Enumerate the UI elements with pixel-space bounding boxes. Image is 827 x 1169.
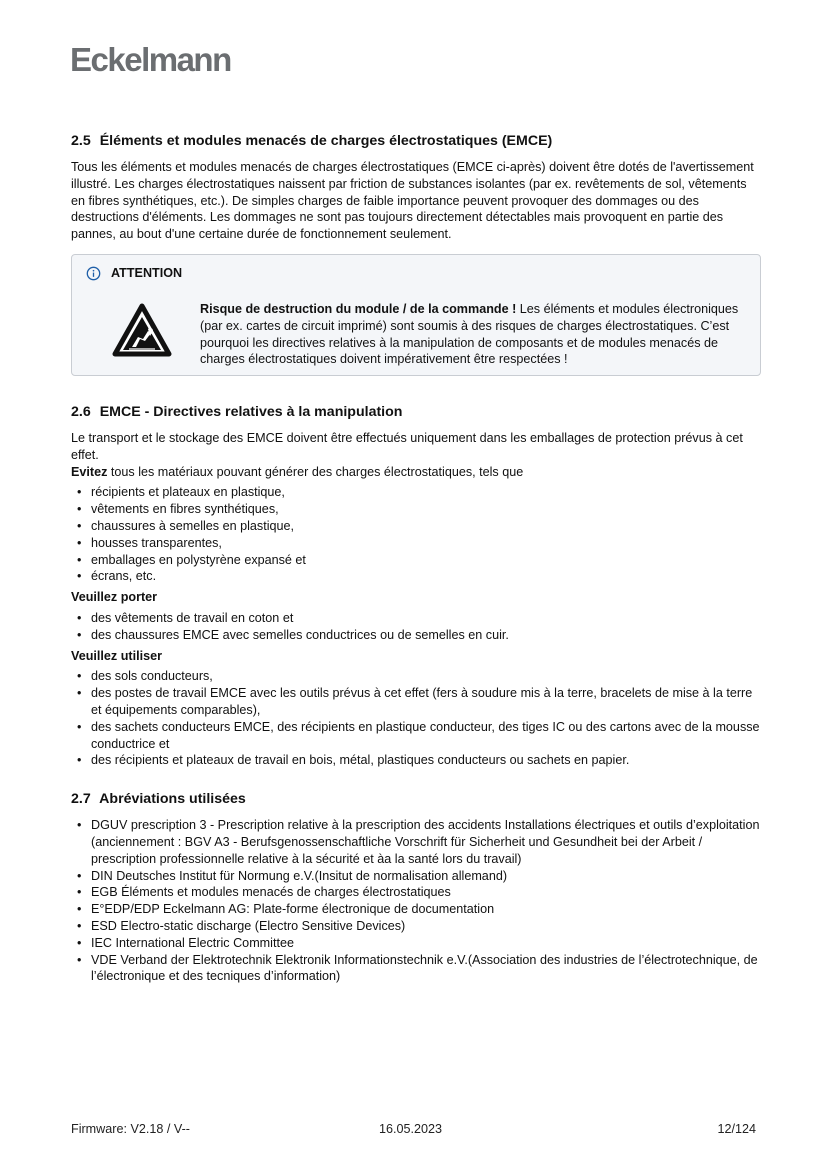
list-item: • écrans, etc. <box>71 568 761 585</box>
section-2-6-title: EMCE - Directives relatives à la manipulation <box>99 403 403 420</box>
attention-bold-text: Risque de destruction du module / de la commande ! <box>200 301 517 316</box>
list-item: • housses transparentes, <box>71 535 761 552</box>
list-item: • EGB Éléments et modules menacés de charges électrostatiques <box>71 884 761 901</box>
section-2-6-intro: Le transport et le stockage des EMCE doivent être effectués uniquement dans les emballages de protection prévus à cet effet. <box>71 430 743 462</box>
list-item: • DIN Deutsches Institut für Normung e.V.(Insitut de normalisation allemand) <box>71 868 761 885</box>
company-logo: Eckelmann <box>70 41 231 78</box>
list-item: • DGUV prescription 3 - Prescription relative à la prescription des accidents Installations électriques et outils d’exploitation (anciennement : BGV A3 - Berufsgenossenschaftliche Vorschrift für Sicherheit und Gesundheit bei der Arbeit / prescription professionnelle relative à la sécurité et àa la santé lors du travail) <box>71 817 761 867</box>
list-item: • des récipients et plateaux de travail en bois, métal, plastiques conducteurs ou sachets en papier. <box>71 752 761 769</box>
footer-date: 16.05.2023 <box>379 1122 443 1136</box>
avoid-bold: Evitez <box>71 464 108 479</box>
section-2-7-heading <box>71 789 761 809</box>
wear-list <box>71 610 761 644</box>
section-2-7 <box>71 789 761 985</box>
list-item: • des postes de travail EMCE avec les outils prévus à cet effet (fers à soudure mis à la terre, bracelets de mise à la terre et équipements comparables), <box>71 685 761 719</box>
section-2-6-heading <box>71 402 761 422</box>
footer-firmware: Firmware: V2.18 / V-- <box>71 1122 190 1136</box>
wear-heading: Veuillez porter <box>71 590 158 605</box>
section-2-5-heading <box>71 131 761 151</box>
list-item: • récipients et plateaux en plastique, <box>71 484 761 501</box>
avoid-list <box>71 484 761 585</box>
footer-page-number: 12/124 <box>717 1122 756 1136</box>
list-item: • VDE Verband der Elektrotechnik Elektronik Informationstechnik e.V.(Association des industries de l’électrotechnique, de l’électronique et des tecniques d’information) <box>71 952 761 986</box>
use-heading: Veuillez utiliser <box>71 648 162 663</box>
attention-box <box>71 254 761 376</box>
avoid-text: tous les matériaux pouvant générer des charges électrostatiques, tels que <box>107 464 524 479</box>
section-2-5-title: Éléments et modules menacés de charges électrostatiques (EMCE) <box>99 133 553 149</box>
list-item: • des sachets conducteurs EMCE, des récipients en plastique conducteur, des tiges IC ou des cartons avec de la mousse conductrice et <box>71 719 761 753</box>
info-icon <box>86 266 101 281</box>
section-2-6-number: 2.6 <box>71 403 91 420</box>
list-item: • des vêtements de travail en coton et <box>71 610 761 627</box>
section-2-7-number: 2.7 <box>71 791 91 808</box>
section-2-5 <box>71 131 761 376</box>
section-2-5-intro: Tous les éléments et modules menacés de charges électrostatiques (EMCE ci-après) doivent être dotés de l'avertissement illustré. Les charges électrostatiques naissent par friction de substances isolantes (par ex. revêtements de sol, vêtements en fibres synthétiques, etc.). De simples charges de faible importance peuvent provoquer des dommages ou des destructions d'éléments. Les dommages ne sont pas toujours directement détectables mais provoquent en partie des pannes, au bout d'une certaine durée de fonctionnement seulement. <box>71 160 754 242</box>
list-item: • des chaussures EMCE avec semelles conductrices ou de semelles en cuir. <box>71 627 761 644</box>
esd-warning-icon <box>112 303 172 357</box>
page-footer <box>71 1121 756 1139</box>
attention-header <box>84 265 748 282</box>
attention-heading: ATTENTION <box>111 265 183 280</box>
list-item: • IEC International Electric Committee <box>71 935 761 952</box>
attention-body <box>200 301 760 368</box>
list-item: • E°EDP/EDP Eckelmann AG: Plate-forme électronique de documentation <box>71 901 761 918</box>
list-item: • chaussures à semelles en plastique, <box>71 518 761 535</box>
use-list <box>71 668 761 769</box>
page-content <box>71 131 761 985</box>
attention-text: Les éléments et modules électroniques (par ex. cartes de circuit imprimé) sont soumis à des risques de charges électrostatiques. C’est pourquoi les directives relatives à la manipulation de composants et de modules menacés de charges électrostatiques doivent impérativement être respectées ! <box>200 301 739 367</box>
list-item: • ESD Electro-static discharge (Electro Sensitive Devices) <box>71 918 761 935</box>
list-item: • emballages en polystyrène expansé et <box>71 552 761 569</box>
abbreviations-list <box>71 817 761 985</box>
section-2-5-number: 2.5 <box>71 133 91 149</box>
section-2-7-title: Abréviations utilisées <box>99 791 246 808</box>
list-item: • vêtements en fibres synthétiques, <box>71 501 761 518</box>
list-item: • des sols conducteurs, <box>71 668 761 685</box>
avoid-paragraph <box>71 464 761 481</box>
section-2-6 <box>71 402 761 769</box>
